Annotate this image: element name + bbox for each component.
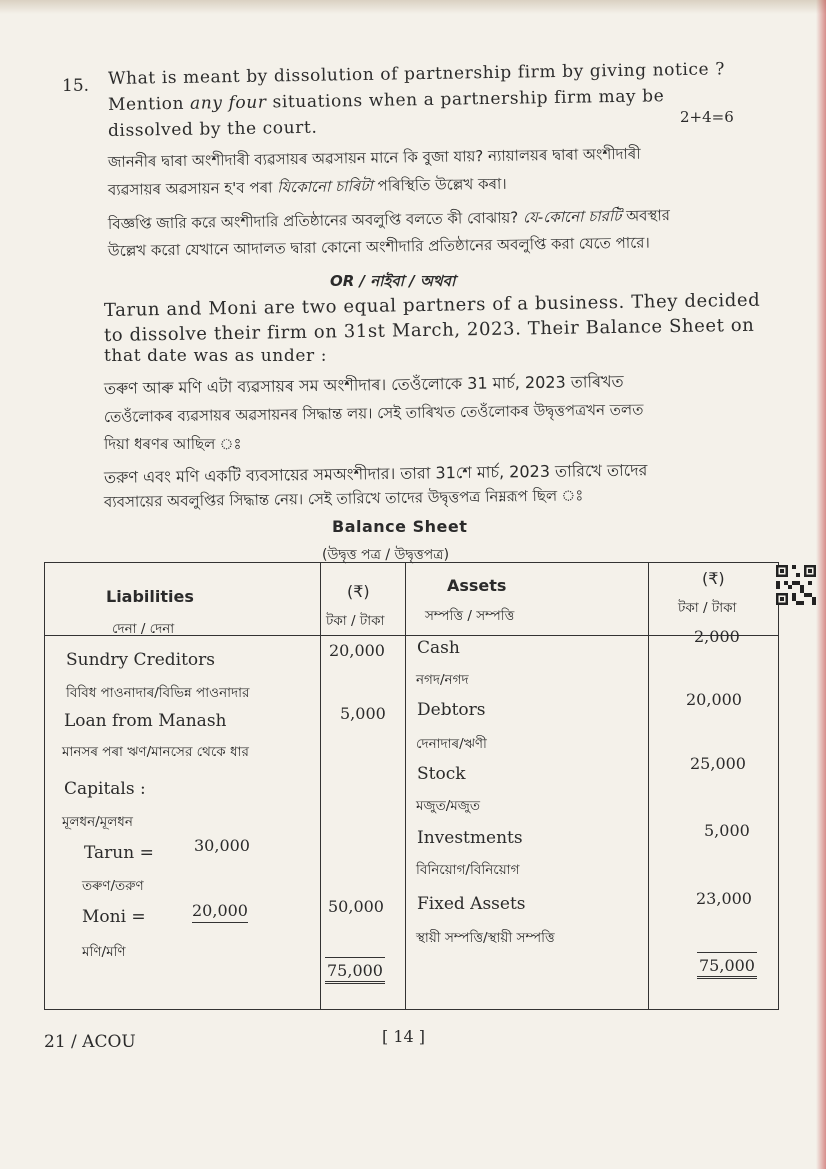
header-amount2-symbol: (₹) xyxy=(702,569,725,588)
asset-label: Cash xyxy=(417,638,460,658)
question-bn-line-1: বিজ্ঞপ্তি জারি করে অংশীদারি প্রতিষ্ঠানের অবলুপ্তি বলতে কী বোঝায়? যে-কোনো চারটি অবস্থার xyxy=(107,206,671,233)
header-liabilities: Liabilities xyxy=(106,587,194,606)
header-amount2-local: টকা / টাকা xyxy=(678,600,737,616)
asset-amount: 5,000 xyxy=(704,821,750,840)
page-right-edge xyxy=(816,0,826,1169)
asset-local: বিনিয়োগ/বিনিয়োগ xyxy=(416,862,520,878)
liability-local: মূলধন/মূলধন xyxy=(62,814,133,830)
asset-local: মজুত/মজুত xyxy=(416,798,480,814)
asset-label: Stock xyxy=(417,764,466,784)
capital-partner-amount: 20,000 xyxy=(192,901,248,923)
asset-amount: 20,000 xyxy=(686,690,742,709)
alt-en-line-3: that date was as under : xyxy=(104,346,328,366)
question-as-line-1: জাননীৰ দ্বাৰা অংশীদাৰী ব্যৱসায়ৰ অৱসায়ন মানে কি বুজা যায়? ন্যায়ালয়ৰ দ্বাৰা অংশীদাৰী xyxy=(107,144,641,171)
question-en-line-1: What is meant by dissolution of partnership firm by giving notice ? xyxy=(107,59,726,89)
asset-label: Fixed Assets xyxy=(417,894,526,914)
capital-partner-amount: 30,000 xyxy=(194,836,250,855)
table-col-divider-2 xyxy=(405,562,406,1010)
asset-amount: 23,000 xyxy=(696,889,752,908)
table-col-divider-3 xyxy=(648,562,649,1010)
asset-local: নগদ/নগদ xyxy=(416,672,469,688)
liability-amount: 20,000 xyxy=(329,641,385,660)
page-top-shadow xyxy=(0,0,826,14)
question-en-line-2: Mention any four situations when a partnership firm may be xyxy=(107,86,665,115)
footer-page-number: [ 14 ] xyxy=(382,1027,426,1046)
asset-local: স্থায়ী সম্পত্তি/স্থায়ী সম্পত্তি xyxy=(416,930,555,946)
capital-partner-local: তৰুণ/তরুণ xyxy=(82,878,144,894)
liability-label: Loan from Manash xyxy=(64,711,227,731)
liability-label: Sundry Creditors xyxy=(66,650,215,670)
question-marks: 2+4=6 xyxy=(680,108,734,126)
asset-amount: 2,000 xyxy=(694,627,740,646)
question-en-line-3: dissolved by the court. xyxy=(107,117,318,141)
capital-partner-name: Moni = xyxy=(82,907,146,927)
alt-en-line-1: Tarun and Moni are two equal partners of a business. They decided xyxy=(103,289,761,321)
alt-as-line-3: দিয়া ধৰণৰ আছিল ঃ xyxy=(104,435,242,453)
table-col-divider-1 xyxy=(320,562,321,1010)
capital-partner-name: Tarun = xyxy=(84,843,154,863)
asset-local: দেনাদাৰ/ঋণী xyxy=(416,736,487,752)
alt-en-line-2: to dissolve their firm on 31st March, 2023. Their Balance Sheet on xyxy=(103,314,755,346)
alt-as-line-2: তেওঁলোকৰ ব্যৱসায়ৰ অৱসায়নৰ সিদ্ধান্ত লয়। সেই তাৰিখত তেওঁলোকৰ উদ্বৃত্তপত্ৰখন তলত xyxy=(103,400,644,426)
alt-bn-line-1: তরুণ এবং মণি একটি ব্যবসায়ের সমঅংশীদার। তারা 31শে মার্চ, 2023 তারিখে তাদের xyxy=(103,460,648,487)
asset-label: Investments xyxy=(417,828,523,848)
liability-label: Capitals : xyxy=(64,779,146,799)
header-liabilities-local: দেনা / দেনা xyxy=(112,621,175,637)
asset-amount: 25,000 xyxy=(690,754,746,773)
question-number: 15. xyxy=(62,76,90,96)
header-amount-local: টকা / টাকা xyxy=(326,613,385,629)
liability-amount: 5,000 xyxy=(340,704,386,723)
liability-local: বিবিধ পাওনাদাৰ/বিভিন্ন পাওনাদার xyxy=(66,685,250,701)
footer-paper-code: 21 / ACOU xyxy=(44,1032,136,1052)
assets-total: 75,000 xyxy=(697,952,757,979)
header-assets: Assets xyxy=(447,576,507,595)
alt-bn-line-2: ব্যবসায়ের অবলুপ্তির সিদ্ধান্ত নেয়। সেই তারিখে তাদের উদ্বৃত্তপত্র নিম্নরূপ ছিল ঃ xyxy=(103,486,584,511)
header-amount-symbol: (₹) xyxy=(347,582,370,601)
question-as-line-2: ব্যৱসায়ৰ অৱসায়ন হ'ব পৰা যিকোনো চাৰিটা পৰিস্থিতি উল্লেখ কৰা। xyxy=(107,174,507,199)
asset-label: Debtors xyxy=(417,700,486,720)
alt-as-line-1: তৰুণ আৰু মণি এটা ব্যৱসায়ৰ সম অংশীদাৰ। তেওঁলোকে 31 মাৰ্চ, 2023 তাৰিখত xyxy=(103,371,624,398)
qr-code-icon xyxy=(776,565,816,605)
capitals-total: 50,000 xyxy=(328,897,384,916)
balance-sheet-subtitle: (উদ্বৃত্ত পত্ৰ / উদ্বৃত্তপত্র) xyxy=(322,547,450,563)
liabilities-total: 75,000 xyxy=(325,957,385,984)
question-bn-line-2: উল্লেখ করো যেখানে আদালত দ্বারা কোনো অংশীদারি প্রতিষ্ঠানের অবলুপ্তি করা যেতে পারে। xyxy=(107,233,650,260)
liability-local: মানসৰ পৰা ঋণ/মানসের থেকে ধার xyxy=(62,744,249,760)
balance-sheet-title: Balance Sheet xyxy=(332,517,468,536)
capital-partner-local: মণি/মণি xyxy=(82,944,126,960)
header-assets-local: সম্পত্তি / সম্পত্তি xyxy=(425,608,515,624)
or-heading: OR / নাইবা / অথবা xyxy=(330,272,456,290)
